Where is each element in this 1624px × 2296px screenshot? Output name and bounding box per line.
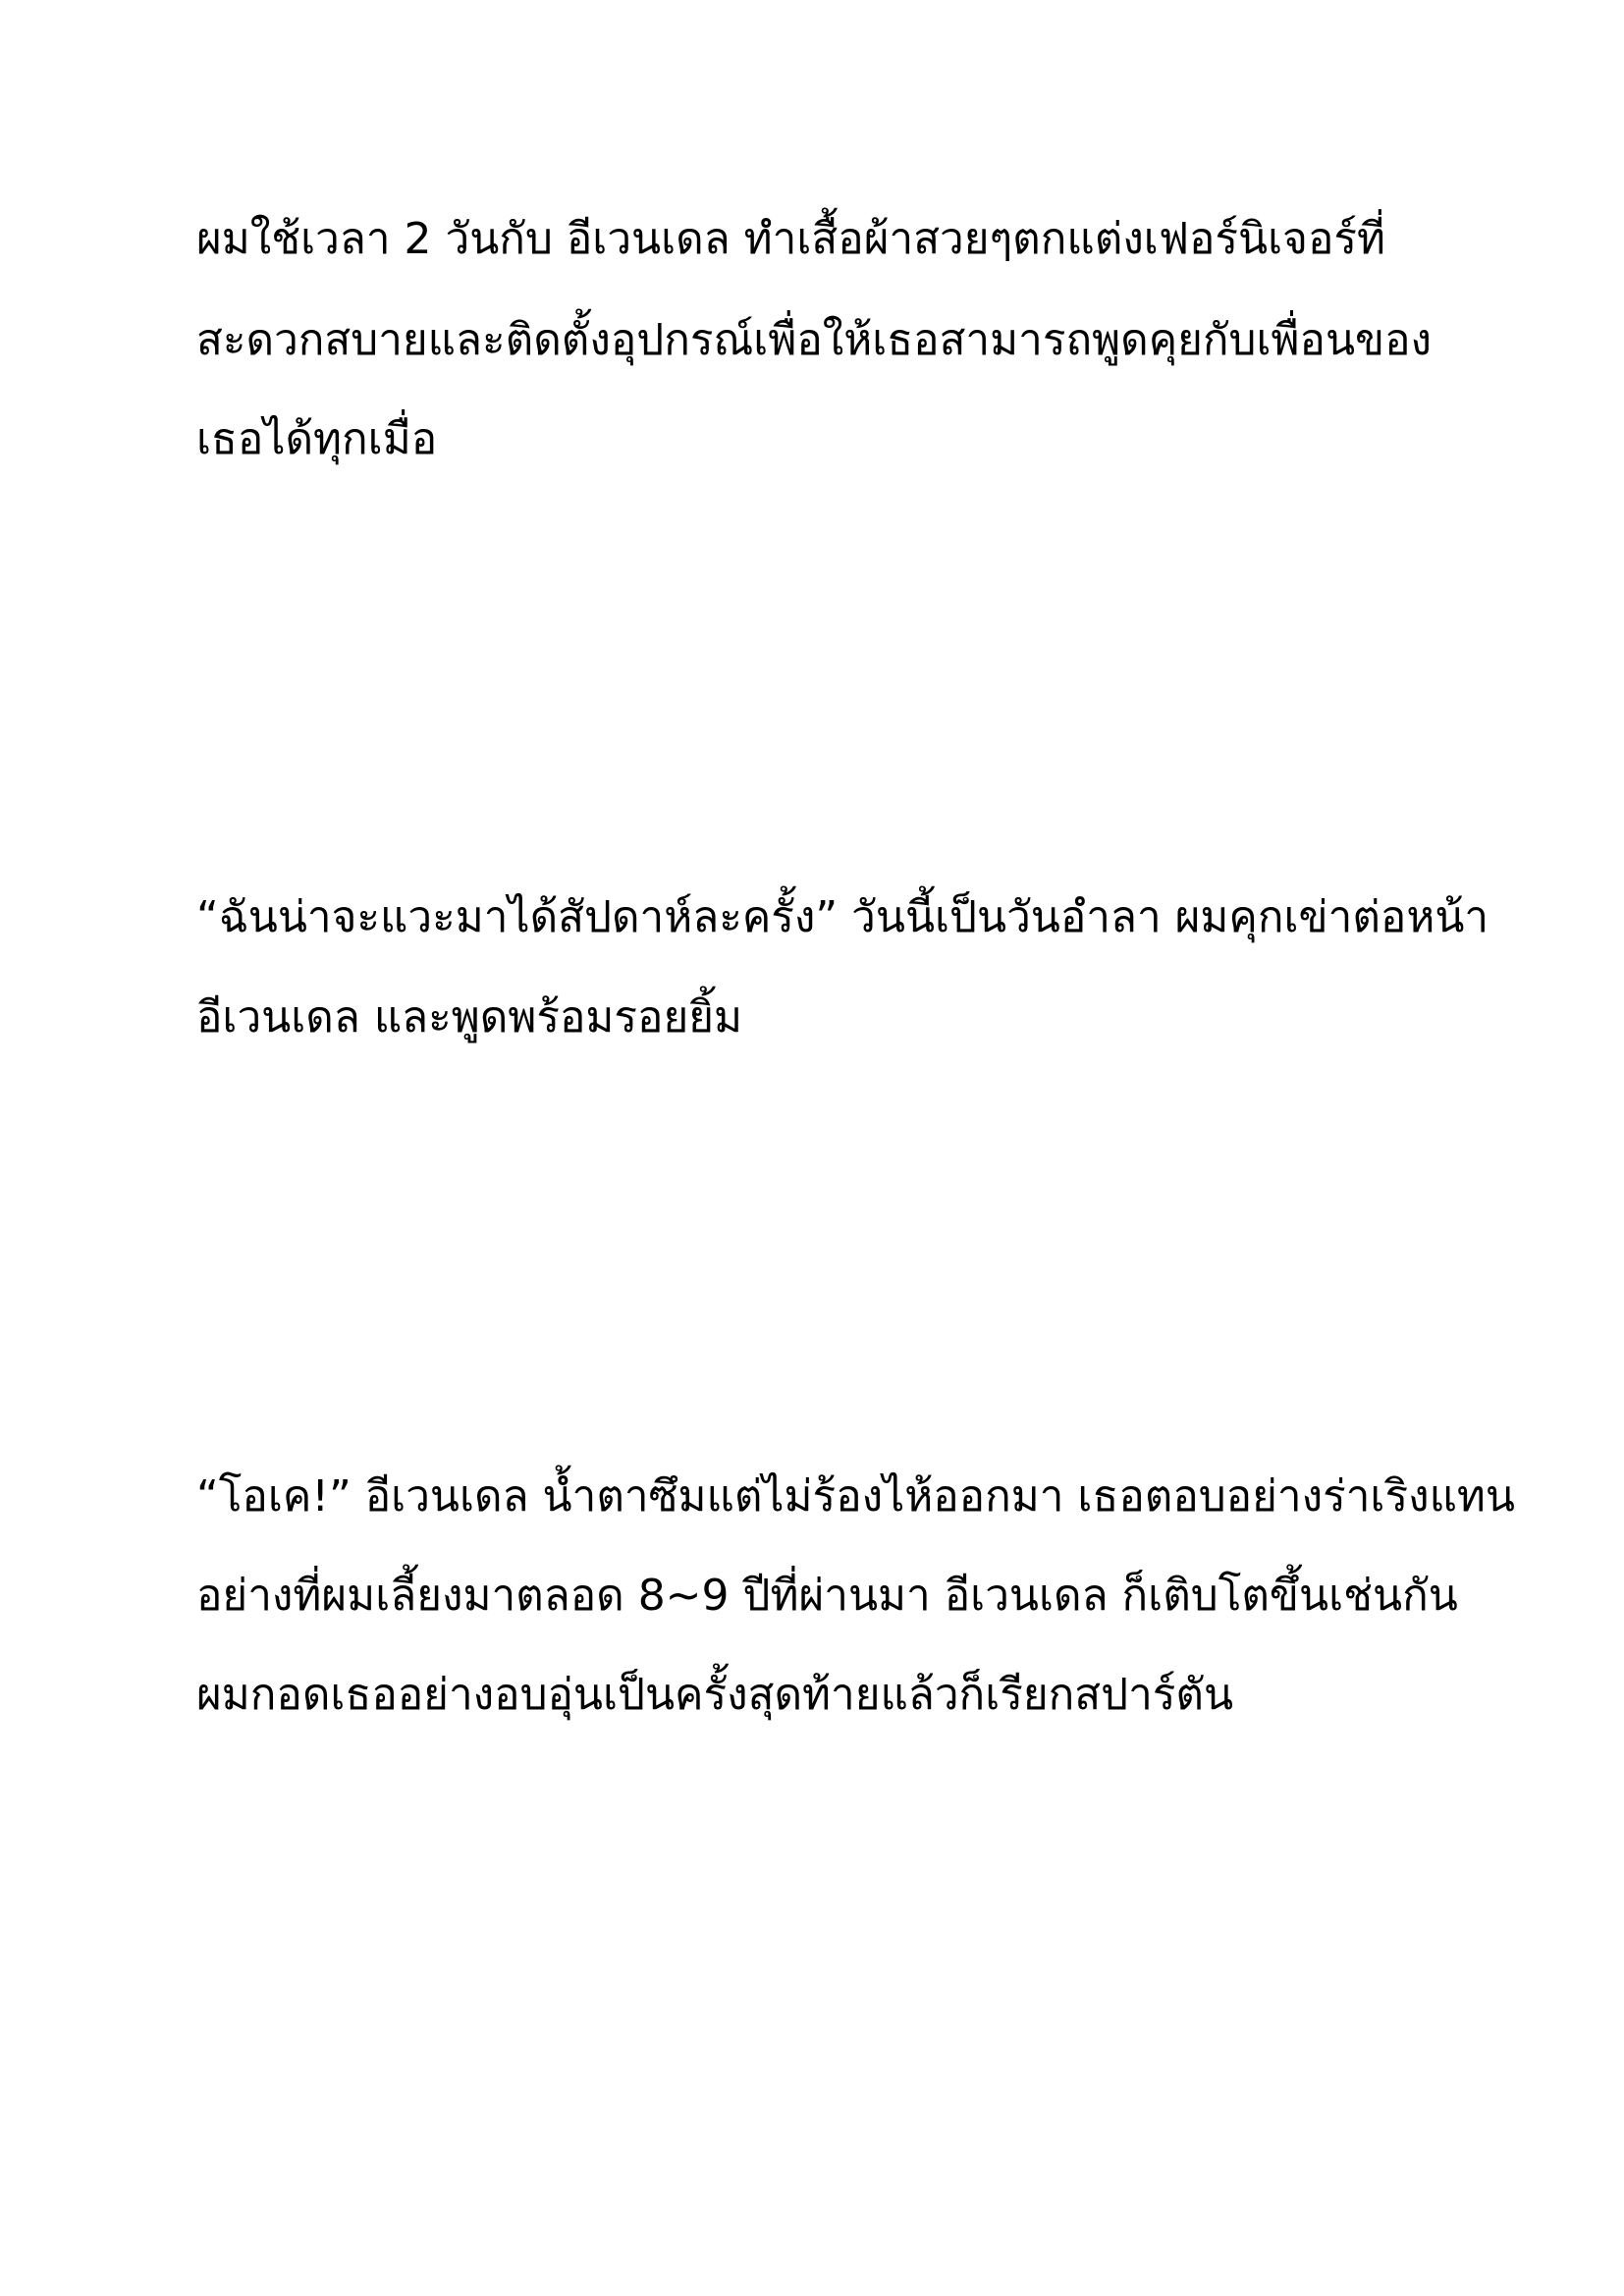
paragraph-3-line-1: “โอเค!” อีเวนเดล น้ำตาซึมแต่ไม่ร้องไห้ออกมา เธอตอบอย่างร่าเริงแทน [196,1471,1516,1522]
paragraph-1-line-1: ผมใช้เวลา 2 วันกับ อีเวนเดล ทำเสื้อผ้าสวยๆตกแต่งเฟอร์นิเจอร์ที่ [196,214,1386,264]
paragraph-1-line-3: เธอได้ทุกเมื่อ [196,414,438,464]
paragraph-2-line-1: “ฉันน่าจะแวะมาได้สัปดาห์ละครั้ง” วันนี้เป็นวันอำลา ผมคุกเข่าต่อหน้า [196,892,1489,942]
paragraph-2-line-2: อีเวนเดล และพูดพร้อมรอยยิ้ม [196,992,743,1042]
paragraph-3-line-2: อย่างที่ผมเลี้ยงมาตลอด 8~9 ปีที่ผ่านมา อีเวนเดล ก็เติบโตขึ้นเช่นกัน [196,1571,1458,1621]
paragraph-1-line-2: สะดวกสบายและติดตั้งอุปกรณ์เพื่อให้เธอสามารถพูดคุยกับเพื่อนของ [196,315,1433,365]
paragraph-3-line-3: ผมกอดเธออย่างอบอุ่นเป็นครั้งสุดท้ายแล้วก็เรียกสปาร์ตัน [196,1670,1234,1720]
